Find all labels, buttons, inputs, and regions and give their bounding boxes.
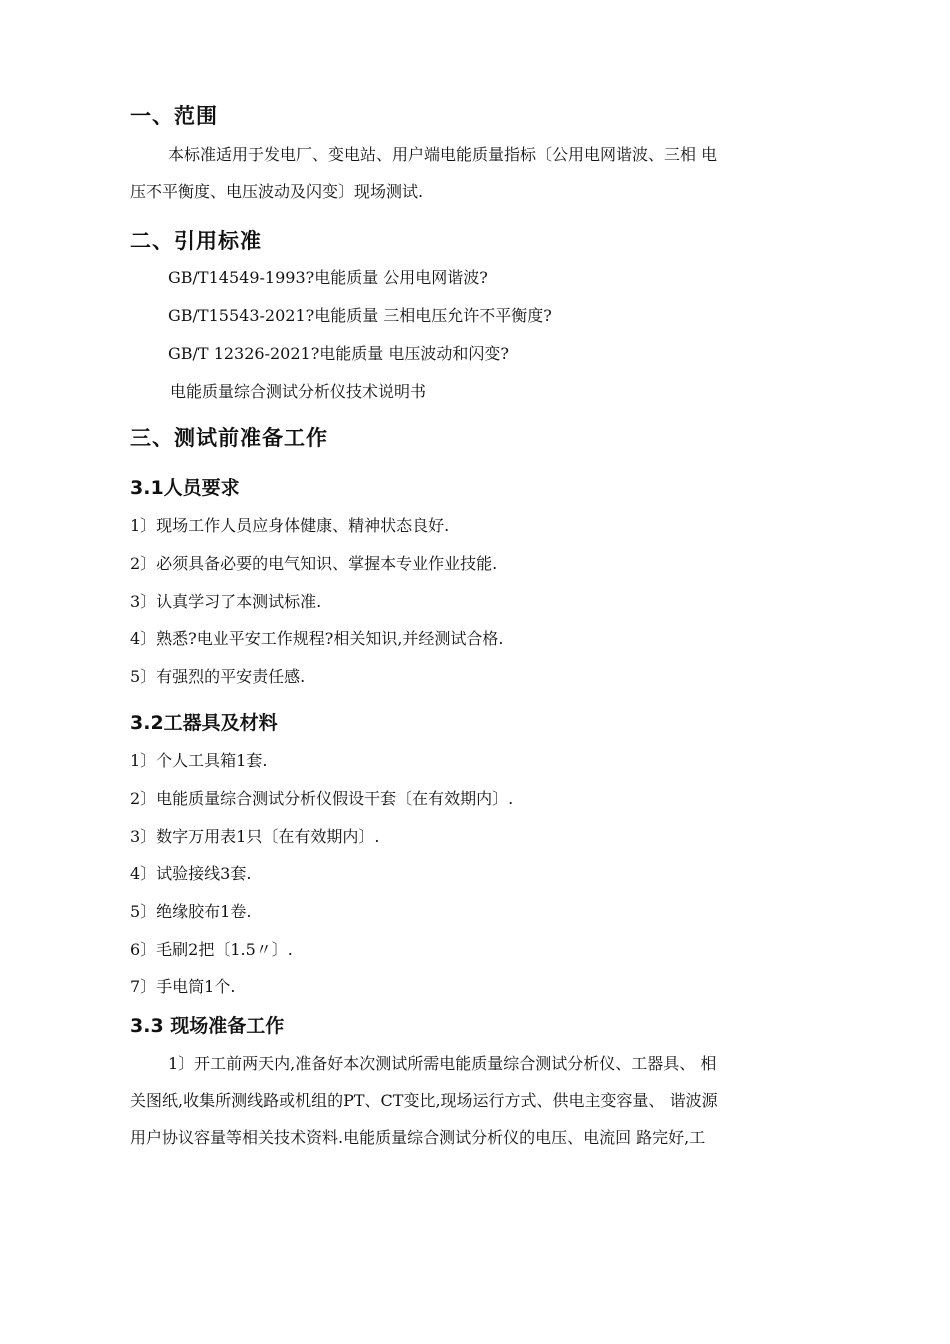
list-item: 2〕电能质量综合测试分析仪假设干套〔在有效期内〕. [130, 789, 514, 808]
section-1-line-2: 压不平衡度、电压波动及闪变〕现场测试. [130, 182, 424, 201]
list-item: 1〕个人工具箱1套. [130, 751, 268, 770]
list-item: 5〕绝缘胶布1卷. [130, 902, 252, 921]
subsection-3-3-heading: 3.3 现场准备工作 [130, 1015, 285, 1037]
list-item: 2〕必须具备必要的电气知识、掌握本专业作业技能. [130, 554, 498, 573]
reference-item: GB/T15543-2021?电能质量 三相电压允许不平衡度? [168, 306, 552, 325]
list-item: 1〕现场工作人员应身体健康、精神状态良好. [130, 516, 450, 535]
reference-item: GB/T 12326-2021?电能质量 电压波动和闪变? [168, 344, 509, 363]
subsection-3-1-heading: 3.1人员要求 [130, 477, 240, 499]
reference-item: 电能质量综合测试分析仪技术说明书 [170, 382, 427, 401]
section-1-body [130, 136, 718, 210]
list-item: 4〕试验接线3套. [130, 864, 252, 883]
list-item: 3〕认真学习了本测试标准. [130, 592, 322, 611]
subsection-3-2-heading: 3.2工器具及材料 [130, 712, 278, 734]
section-1-heading: 一、范围 [130, 104, 218, 128]
subsection-3-3-body [130, 1045, 718, 1156]
paragraph-line-2: 关图纸,收集所测线路或机组的PT、CT变比,现场运行方式、供电主变容量、 谐波源 [130, 1091, 718, 1110]
list-item: 5〕有强烈的平安责任感. [130, 667, 306, 686]
paragraph-line-3: 用户协议容量等相关技术资料.电能质量综合测试分析仪的电压、电流回 路完好,工 [130, 1128, 706, 1147]
section-1-line-1: 本标准适用于发电厂、变电站、用户端电能质量指标〔公用电网谐波、三相 电 [168, 145, 718, 164]
section-2-heading: 二、引用标准 [130, 229, 262, 253]
paragraph-line-1: 1〕开工前两天内,准备好本次测试所需电能质量综合测试分析仪、工器具、 相 [168, 1054, 717, 1073]
list-item: 7〕手电筒1个. [130, 977, 236, 996]
list-item: 6〕毛刷2把〔1.5〃〕. [130, 940, 293, 959]
reference-item: GB/T14549-1993?电能质量 公用电网谐波? [168, 268, 488, 287]
list-item: 4〕熟悉?电业平安工作规程?相关知识,并经测试合格. [130, 629, 504, 648]
list-item: 3〕数字万用表1只〔在有效期内〕. [130, 827, 380, 846]
section-3-heading: 三、测试前准备工作 [130, 426, 328, 450]
